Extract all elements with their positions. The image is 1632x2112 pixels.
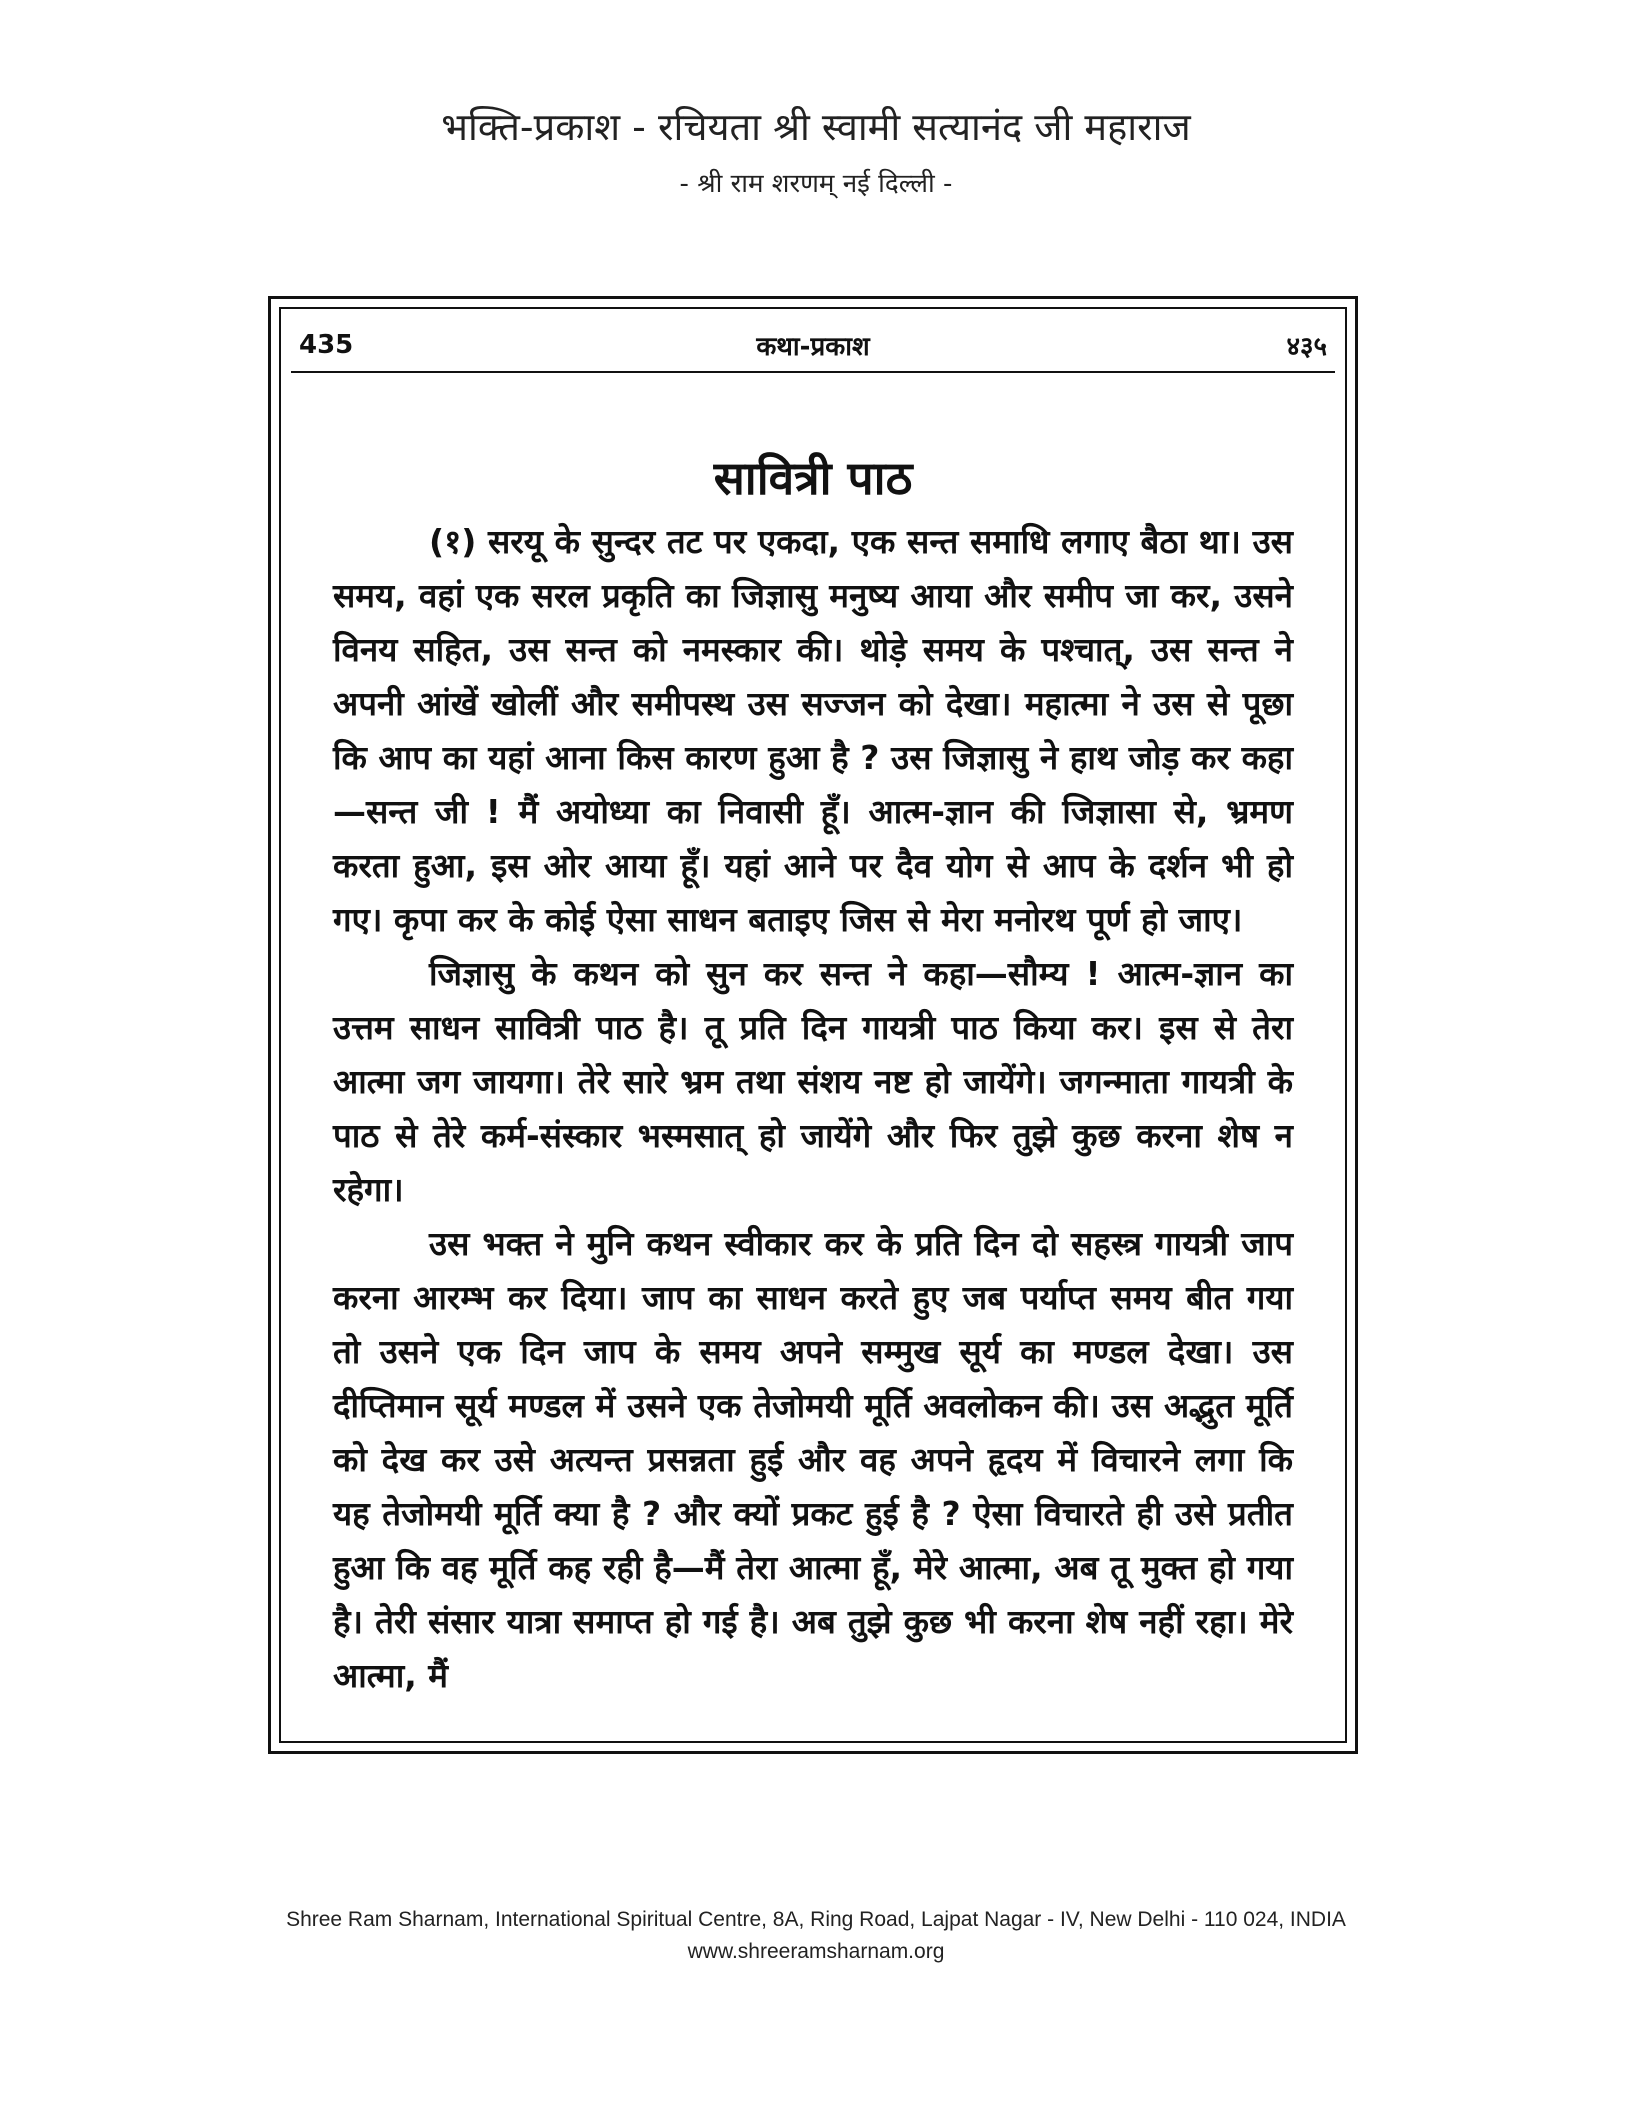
publisher-line: - श्री राम शरणम् नई दिल्ली -: [679, 169, 953, 199]
running-title: कथा-प्रकाश: [756, 332, 870, 362]
paragraph-1: (१) सरयू के सुन्दर तट पर एकदा, एक सन्त समाधि लगाए बैठा था। उस समय, वहां एक सरल प्रकृति का जिज्ञासु मनुष्य आया और समीप जा कर, उसने विनय सहित, उस सन्त को नमस्कार की। थोड़े समय के पश्चात्, उस सन्त ने अपनी आंखें खोलीं और समीपस्थ उस सज्जन को देखा। महात्मा ने उस से पूछा कि आप का यहां आना किस कारण हुआ है ? उस जिज्ञासु ने हाथ जोड़ कर कहा—सन्त जी ! मैं अयोध्या का निवासी हूँ। आत्म-ज्ञान की जिज्ञासा से, भ्रमण करता हुआ, इस ओर आया हूँ। यहां आने पर दैव योग से आप के दर्शन भी हो गए। कृपा कर के कोई ऐसा साधन बताइए जिस से मेरा मनोरथ पूर्ण हो जाए।: [333, 522, 1293, 939]
paragraph-3: उस भक्त ने मुनि कथन स्वीकार कर के प्रति दिन दो सहस्त्र गायत्री जाप करना आरम्भ कर दिया। जाप का साधन करते हुए जब पर्याप्त समय बीत गया तो उसने एक दिन जाप के समय अपने सम्मुख सूर्य का मण्डल देखा। उस दीप्तिमान सूर्य मण्डल में उसने एक तेजोमयी मूर्ति अवलोकन की। उस अद्भुत मूर्ति को देख कर उसे अत्यन्त प्रसन्नता हुई और वह अपने हृदय में विचारने लगा कि यह तेजोमयी मूर्ति क्या है ? और क्यों प्रकट हुई है ? ऐसा विचारते ही उसे प्रतीत हुआ कि वह मूर्ति कह रही है—मैं तेरा आत्मा हूँ, मेरे आत्मा, अब तू मुक्त हो गया है। तेरी संसार यात्रा समाप्त हो गई है। अब तुझे कुछ भी करना शेष नहीं रहा। मेरे आत्मा, मैं: [333, 1224, 1293, 1695]
footer-website-link[interactable]: www.shreeramsharnam.org: [687, 1940, 945, 1963]
footer-address: Shree Ram Sharnam, International Spiritual Centre, 8A, Ring Road, Lajpat Nagar - IV, New Delhi - 110 024, INDIA: [286, 1908, 1346, 1931]
page-inner-frame: [279, 307, 1347, 1743]
section-title: सावित्री पाठ: [713, 451, 913, 505]
paragraph-2: जिज्ञासु के कथन को सुन कर सन्त ने कहा—सौम्य ! आत्म-ज्ञान का उत्तम साधन सावित्री पाठ है। तू प्रति दिन गायत्री पाठ किया कर। इस से तेरा आत्मा जग जायगा। तेरे सारे भ्रम तथा संशय नष्ट हो जायेंगे। जगन्माता गायत्री के पाठ से तेरे कर्म-संस्कार भस्मसात् हो जायेंगे और फिर तुझे कुछ करना शेष न रहेगा।: [333, 954, 1293, 1209]
running-head: [299, 323, 1327, 367]
document-header: [0, 100, 1632, 206]
page-frame: [268, 296, 1358, 1754]
book-title: भक्ति-प्रकाश - रचियता श्री स्वामी सत्यानंद जी महाराज: [441, 105, 1191, 149]
page-footer: [0, 1904, 1632, 1968]
page-number-devanagari: ४३५: [1286, 332, 1327, 362]
page-content: [333, 449, 1293, 1703]
page-number-arabic: 435: [299, 330, 354, 360]
header-divider: [291, 371, 1335, 373]
